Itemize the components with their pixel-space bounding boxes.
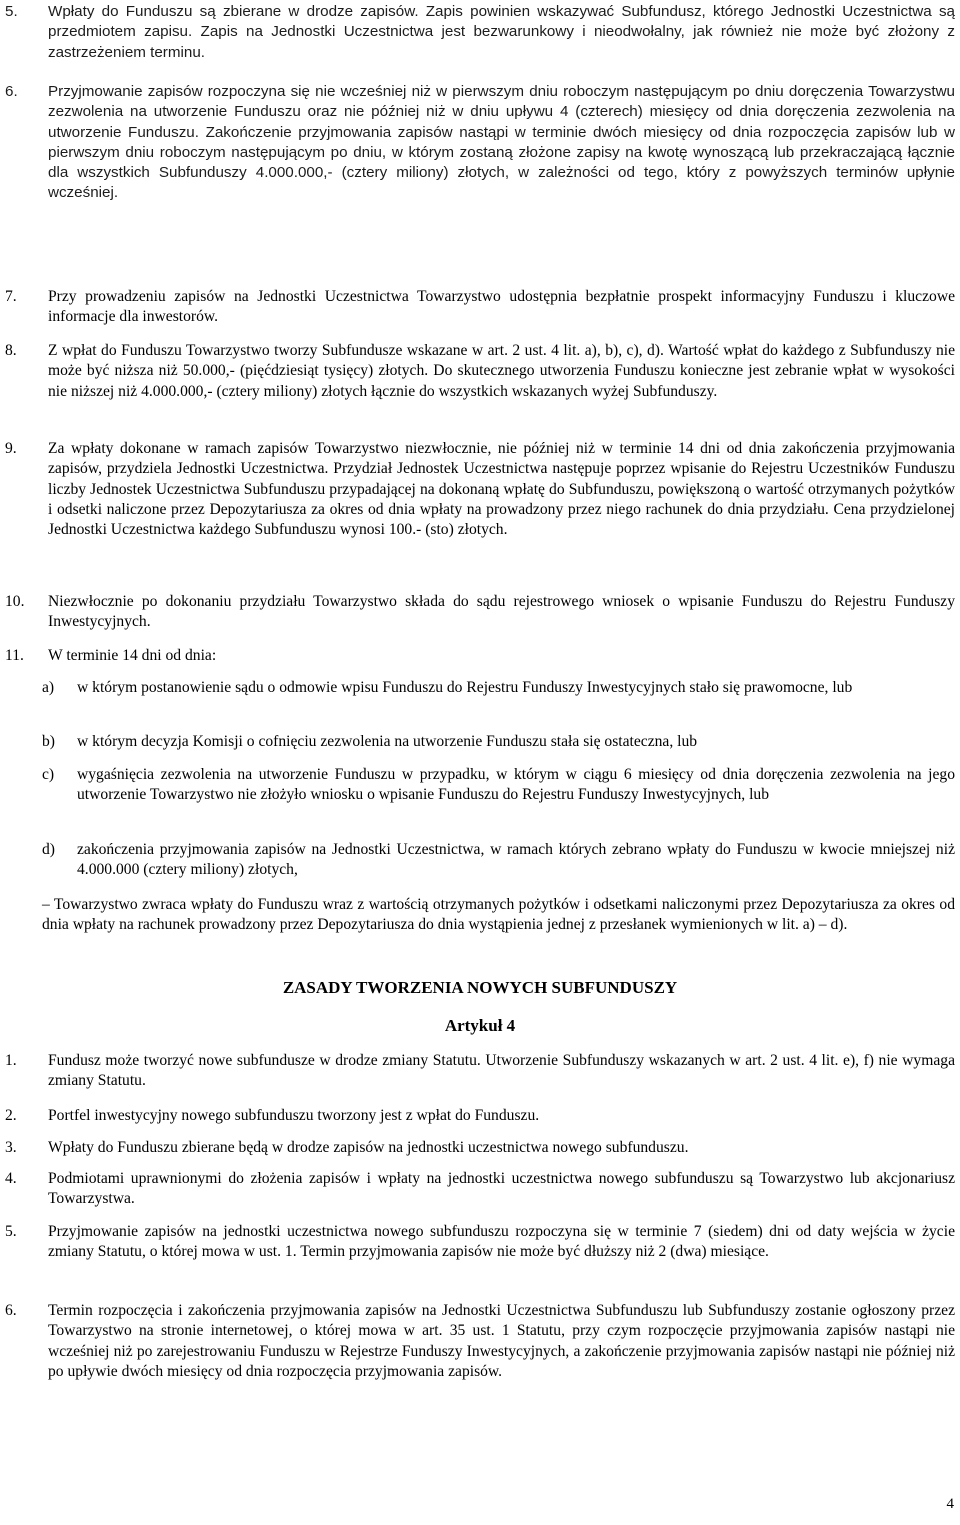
- paragraph-number: 5.: [5, 3, 18, 20]
- sub-item-letter: c): [42, 766, 55, 783]
- sub-item-letter: d): [42, 841, 55, 858]
- paragraph-number: 9.: [5, 440, 17, 457]
- article-paragraph-3: [5, 1138, 955, 1158]
- sub-item-b: [42, 732, 955, 752]
- article-paragraph-2: [5, 1106, 955, 1126]
- paragraph-text: Za wpłaty dokonane w ramach zapisów Towarzystwo niezwłocznie, nie później niż w terminie 14 dni od dnia zakończenia przyjmowania zapisów, przydziela Jednostki Uczestnictwa. Przydział Jednostek Uczestnictwa następuje poprzez wpisanie do Rejestru Uczestników Funduszu liczby Jednostek Uczestnictwa Subfunduszu przypadającej na dokonaną wpłatę do Subfunduszu, powiększoną o wartość otrzymanych pożytków i odsetki naliczone przez Depozytariusza za okres od dnia wpłaty na prowadzony przez niego rachunek do dnia przydziału. Cena przydzielonej Jednostki Uczestnictwa każdego Subfunduszu wynosi 100.- (sto) złotych.: [48, 440, 955, 539]
- article-paragraph-6: [5, 1301, 955, 1382]
- sub-item-text: w którym decyzja Komisji o cofnięciu zezwolenia na utworzenie Funduszu stała się ostateczna, lub: [77, 733, 698, 750]
- paragraph-6: [5, 82, 955, 204]
- paragraph-number: 1.: [5, 1052, 17, 1069]
- paragraph-text: Podmiotami uprawnionymi do złożenia zapisów i wpłaty na jednostki uczestnictwa nowego subfunduszu są Towarzystwo lub akcjonariusz Towarzystwa.: [48, 1170, 955, 1208]
- paragraph-number: 11.: [5, 647, 24, 664]
- paragraph-text: Z wpłat do Funduszu Towarzystwo tworzy Subfundusze wskazane w art. 2 ust. 4 lit. a), b), c), d). Wartość wpłat do każdego z Subfunduszy nie może być niższa niż 50.000,- (pięćdziesiąt tysięcy) złotych. Do skutecznego utworzenia Funduszu konieczne jest zebranie wpłat w wysokości nie niższej niż 4.000.000,- (cztery miliony) złotych łącznie do wszystkich wskazanych wyżej Subfunduszy.: [48, 342, 955, 400]
- paragraph-number: 5.: [5, 1223, 17, 1240]
- paragraph-number: 4.: [5, 1170, 17, 1187]
- paragraph-number: 6.: [5, 1302, 17, 1319]
- page-number: 4: [946, 1496, 954, 1512]
- article-paragraph-5: [5, 1222, 955, 1263]
- paragraph-number: 8.: [5, 342, 17, 359]
- paragraph-text: Fundusz może tworzyć nowe subfundusze w drodze zmiany Statutu. Utworzenie Subfunduszy wskazanych w art. 2 ust. 4 lit. e), f) nie wymaga zmiany Statutu.: [48, 1052, 955, 1090]
- paragraph-10: [5, 592, 955, 633]
- sub-item-d: [42, 840, 955, 881]
- paragraph-text: Przy prowadzeniu zapisów na Jednostki Uczestnictwa Towarzystwo udostępnia bezpłatnie prospekt informacyjny Funduszu i kluczowe informacje dla inwestorów.: [48, 288, 955, 326]
- paragraph-5: [5, 2, 955, 63]
- paragraph-number: 2.: [5, 1107, 17, 1124]
- article-paragraph-4: [5, 1169, 955, 1210]
- sub-item-c: [42, 765, 955, 806]
- paragraph-number: 10.: [5, 593, 25, 610]
- sub-item-letter: b): [42, 733, 55, 750]
- paragraph-text: Przyjmowanie zapisów na jednostki uczestnictwa nowego subfunduszu rozpoczyna się w terminie 7 (siedem) dni od daty wejścia w życie zmiany Statutu, o której mowa w ust. 1. Termin przyjmowania zapisów nie może być dłuższy niż 2 (dwa) miesiące.: [48, 1223, 955, 1261]
- paragraph-text: Portfel inwestycyjny nowego subfunduszu tworzony jest z wpłat do Funduszu.: [48, 1107, 540, 1124]
- paragraph-text: Termin rozpoczęcia i zakończenia przyjmowania zapisów na Jednostki Uczestnictwa Subfunduszu lub Subfunduszy zostanie ogłoszony przez Towarzystwo na stronie internetowej, o której mowa w art. 35 ust. 1 Statutu, przy czym rozpoczęcie przyjmowania zapisów nastąpi nie wcześniej niż po zarejestrowaniu Funduszu w Rejestrze Funduszy Inwestycyjnych, a zakończenie przyjmowania zapisów nastąpi nie później niż po upływie dwóch miesięcy od dnia rozpoczęcia przyjmowania zapisów.: [48, 1302, 955, 1380]
- sub-item-text: w którym postanowienie sądu o odmowie wpisu Funduszu do Rejestru Funduszy Inwestycyjnych stało się prawomocne, lub: [77, 679, 853, 696]
- paragraph-text: Wpłaty do Funduszu zbierane będą w drodze zapisów na jednostki uczestnictwa nowego subfunduszu.: [48, 1139, 689, 1156]
- paragraph-9: [5, 439, 955, 540]
- section-title: ZASADY TWORZENIA NOWYCH SUBFUNDUSZY: [282, 978, 678, 997]
- paragraph-number: 6.: [5, 83, 18, 100]
- paragraph-number: 3.: [5, 1139, 17, 1156]
- article-title: Artykuł 4: [444, 1016, 516, 1035]
- sub-item-text: zakończenia przyjmowania zapisów na Jednostki Uczestnictwa, w ramach których zebrano wpłaty do Funduszu w kwocie mniejszej niż 4.000.000 (cztery miliony) złotych,: [77, 841, 955, 879]
- paragraph-text: W terminie 14 dni od dnia:: [48, 647, 217, 664]
- sub-item-letter: a): [42, 679, 55, 696]
- paragraph-text: Wpłaty do Funduszu są zbierane w drodze zapisów. Zapis powinien wskazywać Subfundusz, którego Jednostki Uczestnictwa są przedmiotem zapisu. Zapis na Jednostki Uczestnictwa jest bezwarunkowy i nieodwołalny, jak również nie może być złożony z zastrzeżeniem terminu.: [48, 3, 955, 61]
- paragraph-text: Przyjmowanie zapisów rozpoczyna się nie wcześniej niż w pierwszym dniu roboczym następującym po dniu doręczenia Towarzystwu zezwolenia na utworzenie Funduszu oraz nie później niż w dniu upływu 4 (czterech) miesięcy od dnia doręczenia zezwolenia na utworzenie Funduszu. Zakończenie przyjmowania zapisów nastąpi w terminie dwóch miesięcy od dnia rozpoczęcia zapisów lub w pierwszym dniu roboczym następującym po dniu, w którym zostaną złożone zapisy na kwotę wynoszącą lub przekraczającą łącznie dla wszystkich Subfunduszy 4.000.000,- (cztery miliony) złotych, w zależności od tego, który z powyższych terminów upłynie wcześniej.: [48, 83, 955, 202]
- paragraph-11: [5, 646, 955, 666]
- paragraph-8: [5, 341, 955, 402]
- paragraph-7: [5, 287, 955, 328]
- sub-item-a: [42, 678, 955, 698]
- sub-item-text: wygaśnięcia zezwolenia na utworzenie Funduszu w przypadku, w którym w ciągu 6 miesięcy od dnia doręczenia zezwolenia na jego utworzenie Towarzystwo nie złożyło wniosku o wpisanie Funduszu do Rejestru Funduszy Inwestycyjnych, lub: [77, 766, 955, 804]
- paragraph-number: 7.: [5, 288, 17, 305]
- article-paragraph-1: [5, 1051, 955, 1092]
- paragraph-text: Niezwłocznie po dokonaniu przydziału Towarzystwo składa do sądu rejestrowego wniosek o wpisanie Funduszu do Rejestru Funduszy Inwestycyjnych.: [48, 593, 955, 631]
- conclusion-paragraph: – Towarzystwo zwraca wpłaty do Funduszu wraz z wartością otrzymanych pożytków i odsetkami naliczonymi przez Depozytariusza za okres od dnia wpłaty na rachunek prowadzony przez Depozytariusza do dnia wystąpienia jednej z przesłanek wymienionych w lit. a) – d).: [42, 896, 955, 934]
